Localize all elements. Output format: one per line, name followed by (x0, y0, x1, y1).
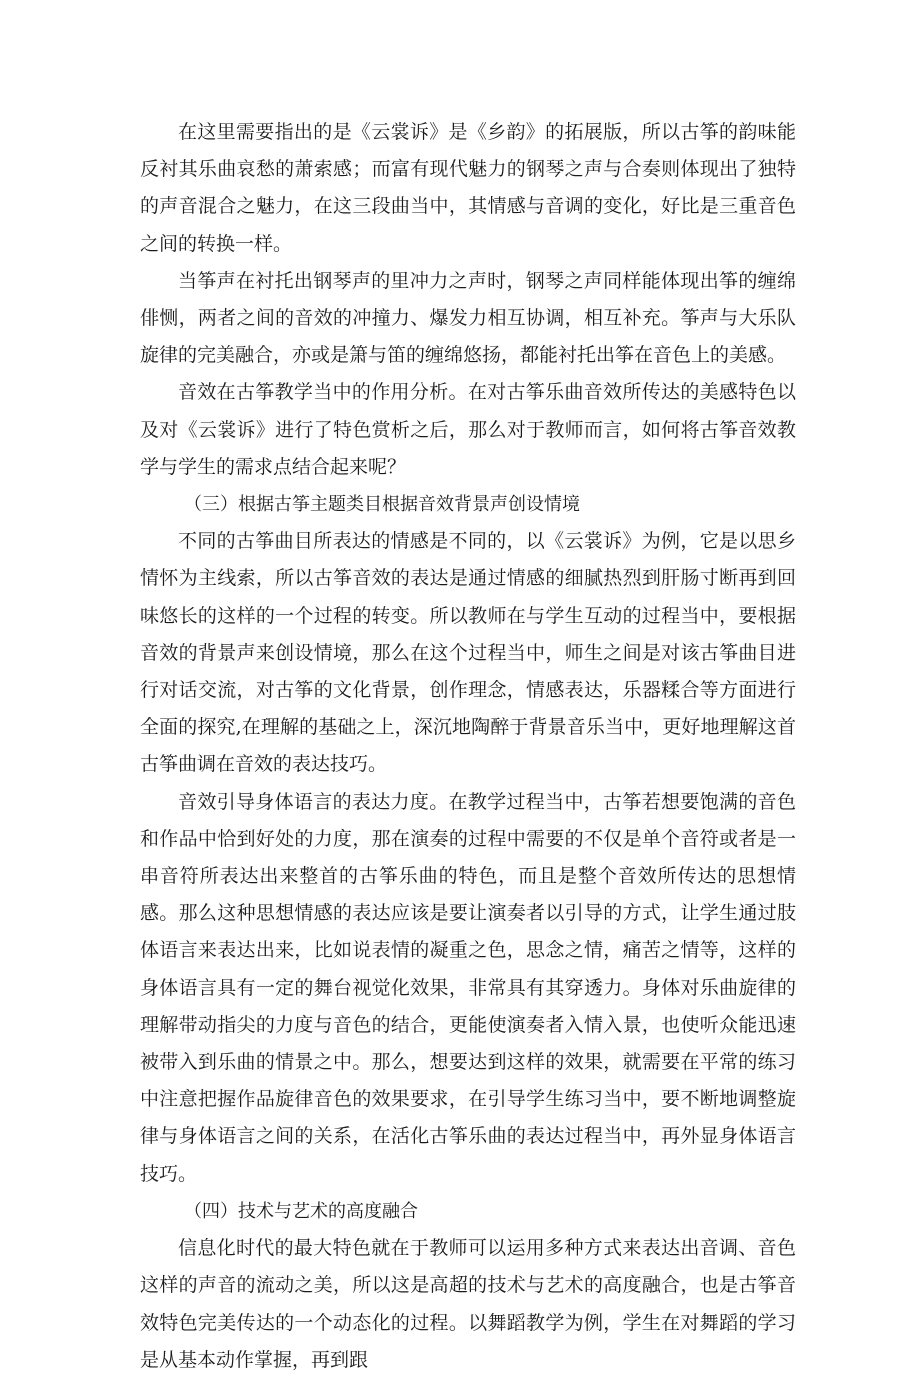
section-heading: （三）根据古筝主题类目根据音效背景声创设情境 (184, 494, 580, 516)
body-paragraph: 音效引导身体语言的表达力度。在教学过程当中，古筝若想要饱满的音色和作品中恰到好处的力度，那在演奏的过程中需要的不仅是单个音符或者是一串音符所表达出来整首的古筝乐曲的特色，而且是整个音效所传达的思想情感。那么这种思想情感的表达应该是要让演奏者以引导的方式，让学生通过肢体语言来表达出来，比如说表情的凝重之色，思念之情，痛苦之情等，这样的身体语言具有一定的舞台视觉化效果，非常具有其穿透力。身体对乐曲旋律的理解带动指尖的力度与音色的结合，更能使演奏者入情入景，也使听众能迅速被带入到乐曲的情景之中。那么，想要达到这样的效果，就需要在平常的练习中注意把握作品旋律音色的效果要求，在引导学生练习当中，要不断地调整旋律与身体语言之间的关系，在活化古筝乐曲的表达过程当中，再外显身体语言技巧。 (140, 790, 796, 1185)
body-paragraph: 在这里需要指出的是《云裳诉》是《乡韵》的拓展版，所以古筝的韵味能反衬其乐曲哀愁的萧索感；而富有现代魅力的钢琴之声与合奏则体现出了独特的声音混合之魅力，在这三段曲当中，其情感与音调的变化，好比是三重音色之间的转换一样。 (140, 121, 796, 255)
body-paragraph: 当筝声在衬托出钢琴声的里冲力之声时，钢琴之声同样能体现出筝的缠绵俳恻，两者之间的音效的冲撞力、爆发力相互协调，相互补充。筝声与大乐队旋律的完美融合，亦或是箫与笛的缠绵悠扬，都能衬托出筝在音色上的美感。 (140, 269, 796, 367)
body-paragraph: 信息化时代的最大特色就在于教师可以运用多种方式来表达出音调、音色这样的声音的流动之美，所以这是高超的技术与艺术的高度融合，也是古筝音效特色完美传达的一个动态化的过程。以舞蹈教学为例，学生在对舞蹈的学习是从基本动作掌握，再到跟 (140, 1237, 796, 1371)
section-heading: （四）技术与艺术的高度融合 (184, 1200, 418, 1222)
body-paragraph: 音效在古筝教学当中的作用分析。在对古筝乐曲音效所传达的美感特色以及对《云裳诉》进行了特色赏析之后，那么对于教师而言，如何将古筝音效教学与学生的需求点结合起来呢？ (140, 381, 796, 478)
body-paragraph: 不同的古筝曲目所表达的情感是不同的，以《云裳诉》为例，它是以思乡情怀为主线索，所以古筝音效的表达是通过情感的细腻热烈到肝肠寸断再到回味悠长的这样的一个过程的转变。所以教师在与学生互动的过程当中，要根据音效的背景声来创设情境，那么在这个过程当中，师生之间是对该古筝曲目进行对话交流，对古筝的文化背景，创作理念，情感表达，乐器糅合等方面进行全面的探究,在理解的基础之上，深沉地陶醉于背景音乐当中，更好地理解这首古筝曲调在音效的表达技巧。 (140, 530, 796, 776)
document-page (140, 114, 796, 1379)
